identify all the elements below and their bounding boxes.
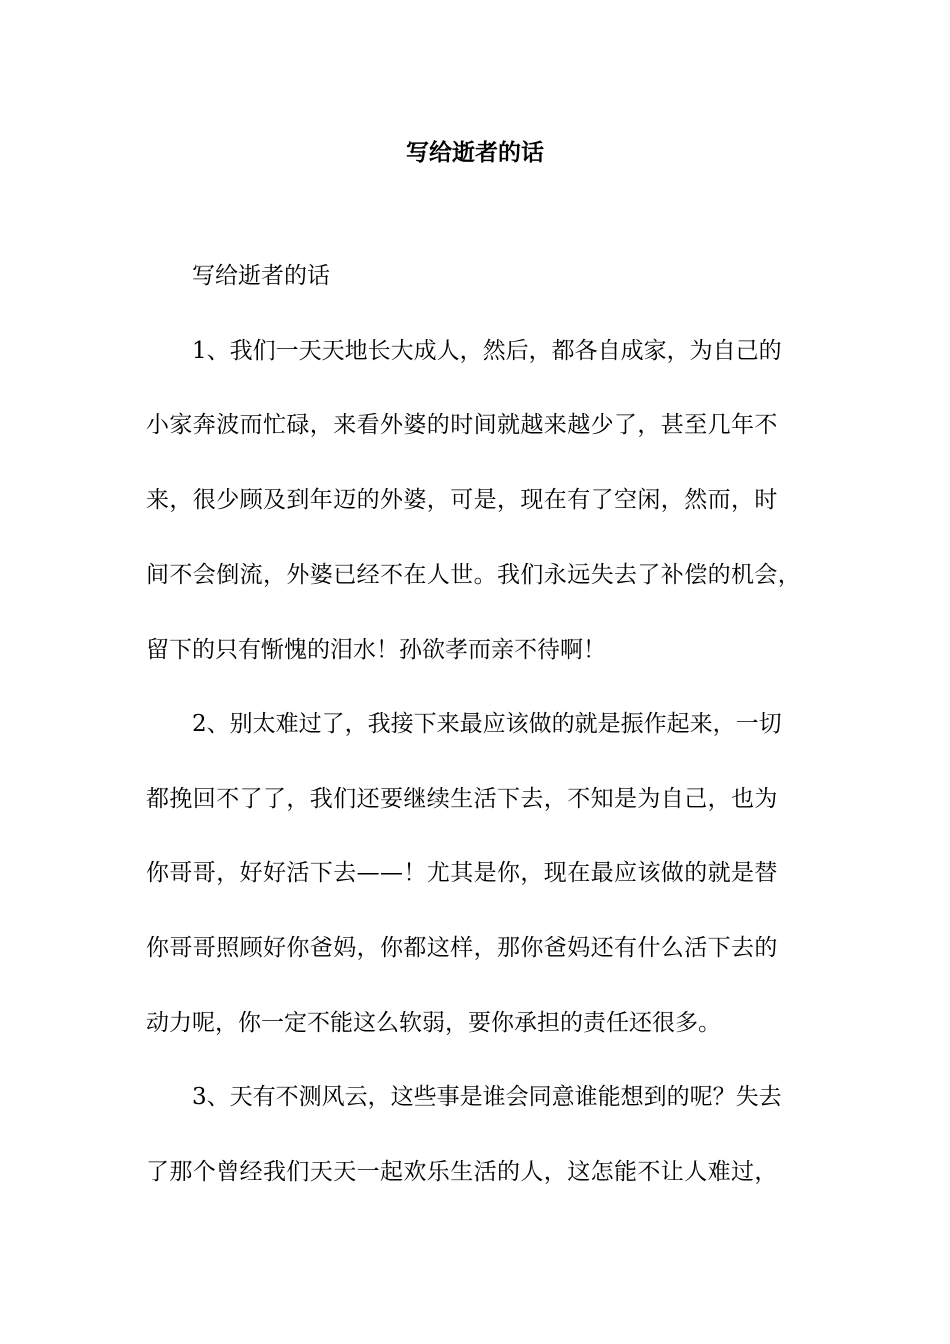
paragraph-1-line-3: 来，很少顾及到年迈的外婆，可是，现在有了空闲，然而，时 (146, 487, 778, 513)
paragraph-1-line-5: 留下的只有惭愧的泪水！孙欲孝而亲不待啊！ (146, 637, 606, 663)
page-title: 写给逝者的话 (406, 139, 544, 166)
paragraph-3-line-1: 3、天有不测风云，这些事是谁会同意谁能想到的呢？失去 (192, 1084, 782, 1110)
paragraph-2-line-1: 2、别太难过了，我接下来最应该做的就是振作起来，一切 (192, 711, 782, 737)
paragraph-2-line-4: 你哥哥照顾好你爸妈，你都这样，那你爸妈还有什么活下去的 (146, 935, 778, 961)
subheading: 写给逝者的话 (192, 263, 330, 289)
paragraph-2-line-5: 动力呢，你一定不能这么软弱，要你承担的责任还很多。 (146, 1010, 721, 1036)
paragraph-2-line-3: 你哥哥，好好活下去——！尤其是你，现在最应该做的就是替 (146, 860, 778, 886)
paragraph-1-line-1: 1、我们一天天地长大成人，然后，都各自成家，为自己的 (192, 338, 782, 364)
paragraph-1-line-4: 间不会倒流，外婆已经不在人世。我们永远失去了补偿的机会， (146, 562, 802, 588)
paragraph-2-line-2: 都挽回不了了，我们还要继续生活下去，不知是为自己，也为 (146, 786, 778, 812)
paragraph-1-line-2: 小家奔波而忙碌，来看外婆的时间就越来越少了，甚至几年不 (146, 412, 778, 438)
paragraph-3-line-2: 了那个曾经我们天天一起欢乐生活的人，这怎能不让人难过， (146, 1159, 778, 1185)
